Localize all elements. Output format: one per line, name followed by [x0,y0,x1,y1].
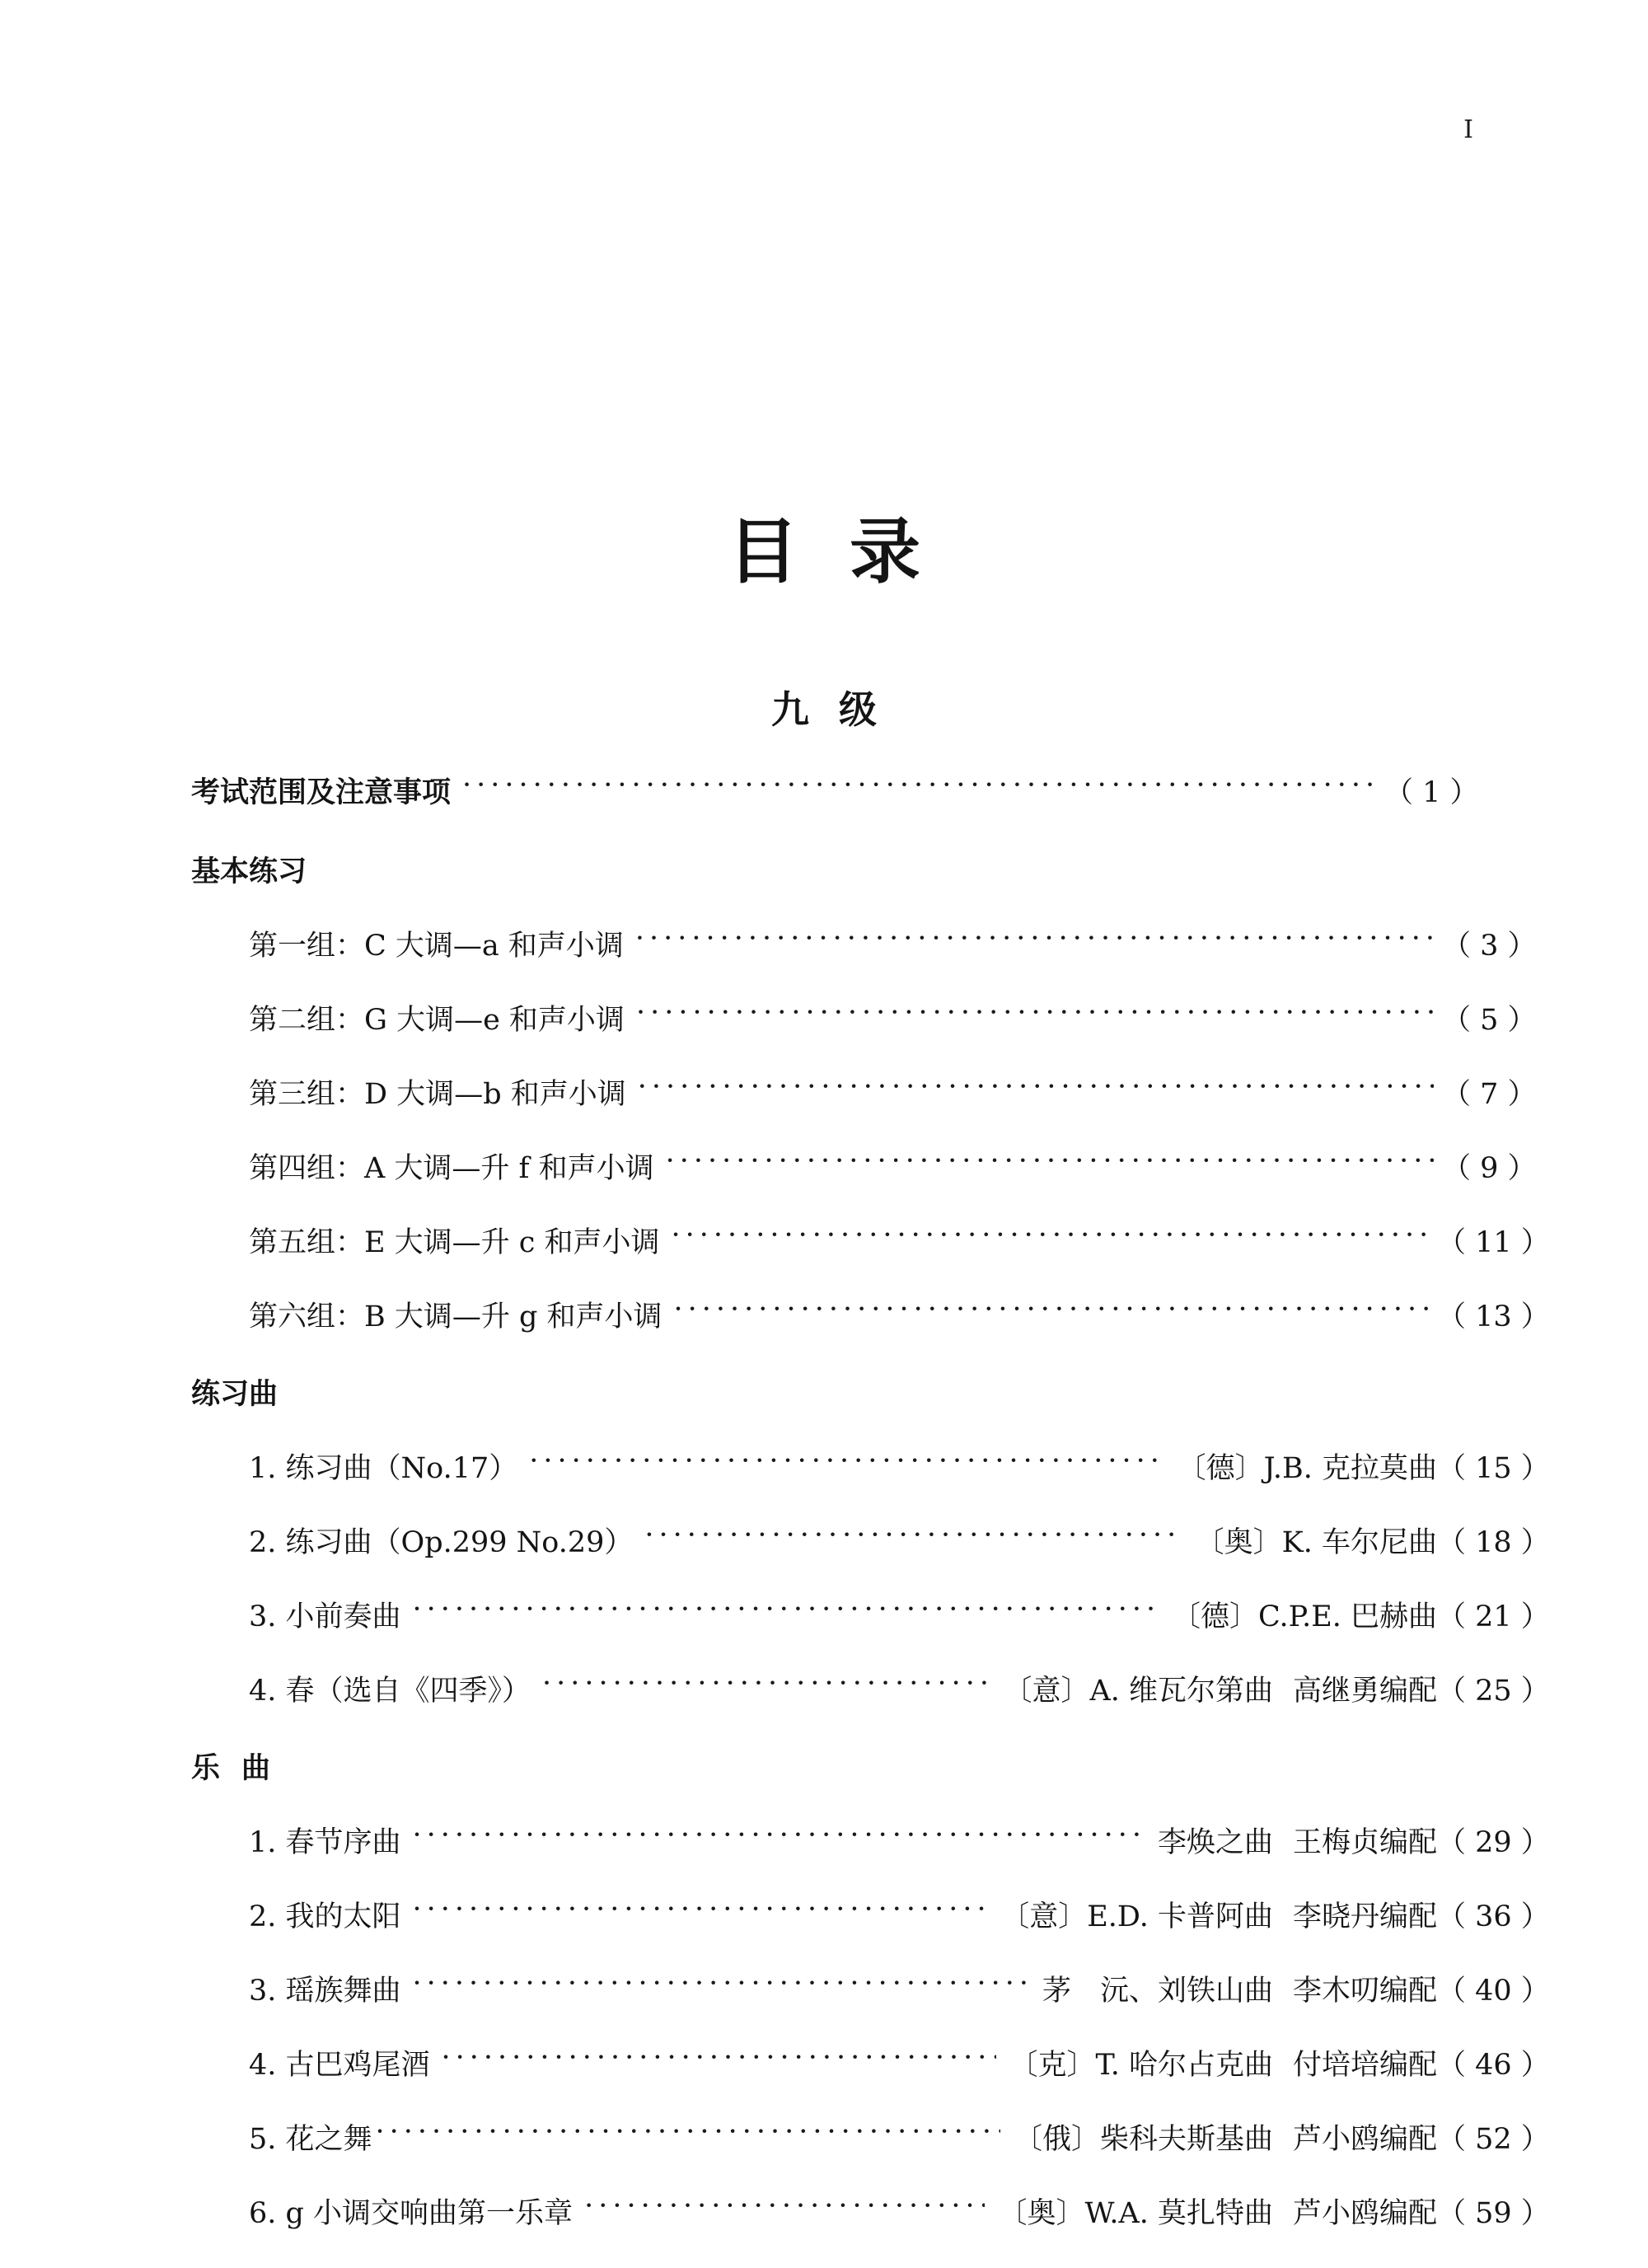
toc-entry-arranger: 芦小鸥编配 [1292,2197,1437,2230]
page-title: 目录 [728,510,971,593]
toc-entry-piece-2[interactable] [191,1897,1550,1933]
toc-entry-page: （ 21 ） [1437,1600,1550,1633]
toc-entry-piece-5[interactable] [191,2120,1550,2156]
toc-entry-page: （ 3 ） [1442,930,1537,963]
toc-entry-group-2[interactable] [191,1000,1537,1037]
toc-entry-composer: 〔意〕A. 维瓦尔第曲 [1003,1675,1273,1708]
toc-entry-composer: 〔克〕T. 哈尔占克曲 [1009,2049,1273,2082]
toc-entry-title: 第三组：D 大调—b 和声小调 [249,1078,626,1111]
toc-entry-page: （ 25 ） [1437,1675,1550,1708]
toc-entry-page: （ 5 ） [1442,1004,1537,1037]
toc-list [191,773,1550,2268]
section-heading-etudes: 练习曲 [191,1377,279,1411]
toc-entry-title: 1. 春节序曲 [249,1826,401,1859]
leader-dots [413,1971,1029,2000]
toc-entry-page: （ 1 ） [1384,776,1479,809]
toc-entry-arranger: 王梅贞编配 [1292,1826,1437,1859]
leader-dots [635,926,1434,955]
toc-entry-arranger: 高继勇编配 [1292,1675,1437,1708]
toc-entry-page: （ 18 ） [1437,1526,1550,1559]
toc-entry-etude-4[interactable] [191,1671,1550,1708]
toc-entry-page: （ 46 ） [1437,2049,1550,2082]
toc-entry-composer: 〔意〕E.D. 卡普阿曲 [1000,1900,1273,1933]
leader-dots [376,2120,1000,2149]
toc-entry-arranger: 付培培编配 [1292,2049,1437,2082]
toc-entry-piece-4[interactable] [191,2045,1550,2082]
leader-dots [529,1449,1163,1478]
toc-entry-title: 第一组：C 大调—a 和声小调 [249,930,624,963]
leader-dots [413,1597,1159,1626]
toc-entry-title: 2. 练习曲（Op.299 No.29） [249,1526,634,1559]
leader-dots [672,1223,1429,1252]
toc-entry-page: （ 9 ） [1442,1152,1537,1185]
toc-entry-group-3[interactable] [191,1075,1537,1111]
toc-entry-composer: 〔奥〕W.A. 莫扎特曲 [998,2197,1273,2230]
toc-entry-group-6[interactable] [191,1297,1550,1333]
leader-dots [636,1000,1434,1029]
toc-entry-arranger: 李晓丹编配 [1292,1900,1437,1933]
toc-entry-piece-6[interactable] [191,2194,1550,2230]
leader-dots [413,1897,988,1926]
section-heading-pieces: 乐曲 [191,1751,293,1785]
toc-entry-title: 第二组：G 大调—e 和声小调 [249,1004,625,1037]
leader-dots [674,1297,1429,1326]
toc-entry-title: 3. 小前奏曲 [249,1600,401,1633]
toc-entry-composer: 〔德〕C.P.E. 巴赫曲 [1171,1600,1437,1633]
toc-entry-page: （ 29 ） [1437,1826,1550,1859]
leader-dots [666,1149,1434,1178]
toc-entry-title: 第六组：B 大调—升 g 和声小调 [249,1300,662,1333]
folio-page-number: I [1463,115,1473,144]
toc-entry-page: （ 59 ） [1437,2197,1550,2230]
toc-entry-composer: 〔德〕J.B. 克拉莫曲 [1177,1452,1437,1485]
toc-entry-page: （ 11 ） [1437,1226,1550,1259]
leader-dots [638,1075,1434,1104]
toc-entry-etude-1[interactable] [191,1449,1550,1485]
toc-entry-title: 2. 我的太阳 [249,1900,401,1933]
toc-entry-title: 4. 古巴鸡尾酒 [249,2049,430,2082]
toc-entry-piece-1[interactable] [191,1823,1550,1859]
leader-dots [462,773,1376,802]
leader-dots [644,1523,1182,1552]
toc-entry-page: （ 36 ） [1437,1900,1550,1933]
toc-entry-etude-2[interactable] [191,1523,1550,1559]
level-subtitle: 九级 [771,687,906,732]
toc-entry-title: 6. g 小调交响曲第一乐章 [249,2197,574,2230]
toc-entry-composer: 李焕之曲 [1157,1826,1273,1859]
toc-entry-group-1[interactable] [191,926,1537,963]
toc-entry-title: 第五组：E 大调—升 c 和声小调 [249,1226,660,1259]
section-heading-basic-exercises: 基本练习 [191,855,307,888]
toc-entry-title: 1. 练习曲（No.17） [249,1452,518,1485]
toc-entry-group-4[interactable] [191,1149,1537,1185]
toc-entry-page: （ 15 ） [1437,1452,1550,1485]
toc-entry-title: 第四组：A 大调—升 f 和声小调 [249,1152,654,1185]
leader-dots [413,1823,1145,1852]
toc-entry-arranger: 李木叨编配 [1292,1975,1437,2008]
leader-dots [584,2194,985,2223]
toc-entry-title: 4. 春（选自《四季》） [249,1675,531,1708]
toc-entry-composer: 〔俄〕柴科夫斯基曲 [1013,2123,1273,2156]
toc-entry-page: （ 52 ） [1437,2123,1550,2156]
toc-entry-title: 考试范围及注意事项 [191,776,452,809]
toc-entry-title: 3. 瑶族舞曲 [249,1975,401,2008]
toc-entry-group-5[interactable] [191,1223,1550,1259]
toc-entry-composer: 茅 沅、刘铁山曲 [1042,1975,1273,2008]
toc-entry-piece-3[interactable] [191,1971,1550,2008]
leader-dots [442,2045,996,2074]
toc-entry-page: （ 7 ） [1442,1078,1537,1111]
toc-entry-page: （ 40 ） [1437,1975,1550,2008]
toc-entry-etude-3[interactable] [191,1597,1550,1633]
toc-entry-page: （ 13 ） [1437,1300,1550,1333]
leader-dots [542,1671,990,1700]
toc-entry-composer: 〔奥〕K. 车尔尼曲 [1195,1526,1437,1559]
toc-entry-arranger: 芦小鸥编配 [1292,2123,1437,2156]
toc-entry-title: 5. 花之舞 [249,2123,372,2156]
toc-entry-exam-scope[interactable] [191,773,1477,808]
